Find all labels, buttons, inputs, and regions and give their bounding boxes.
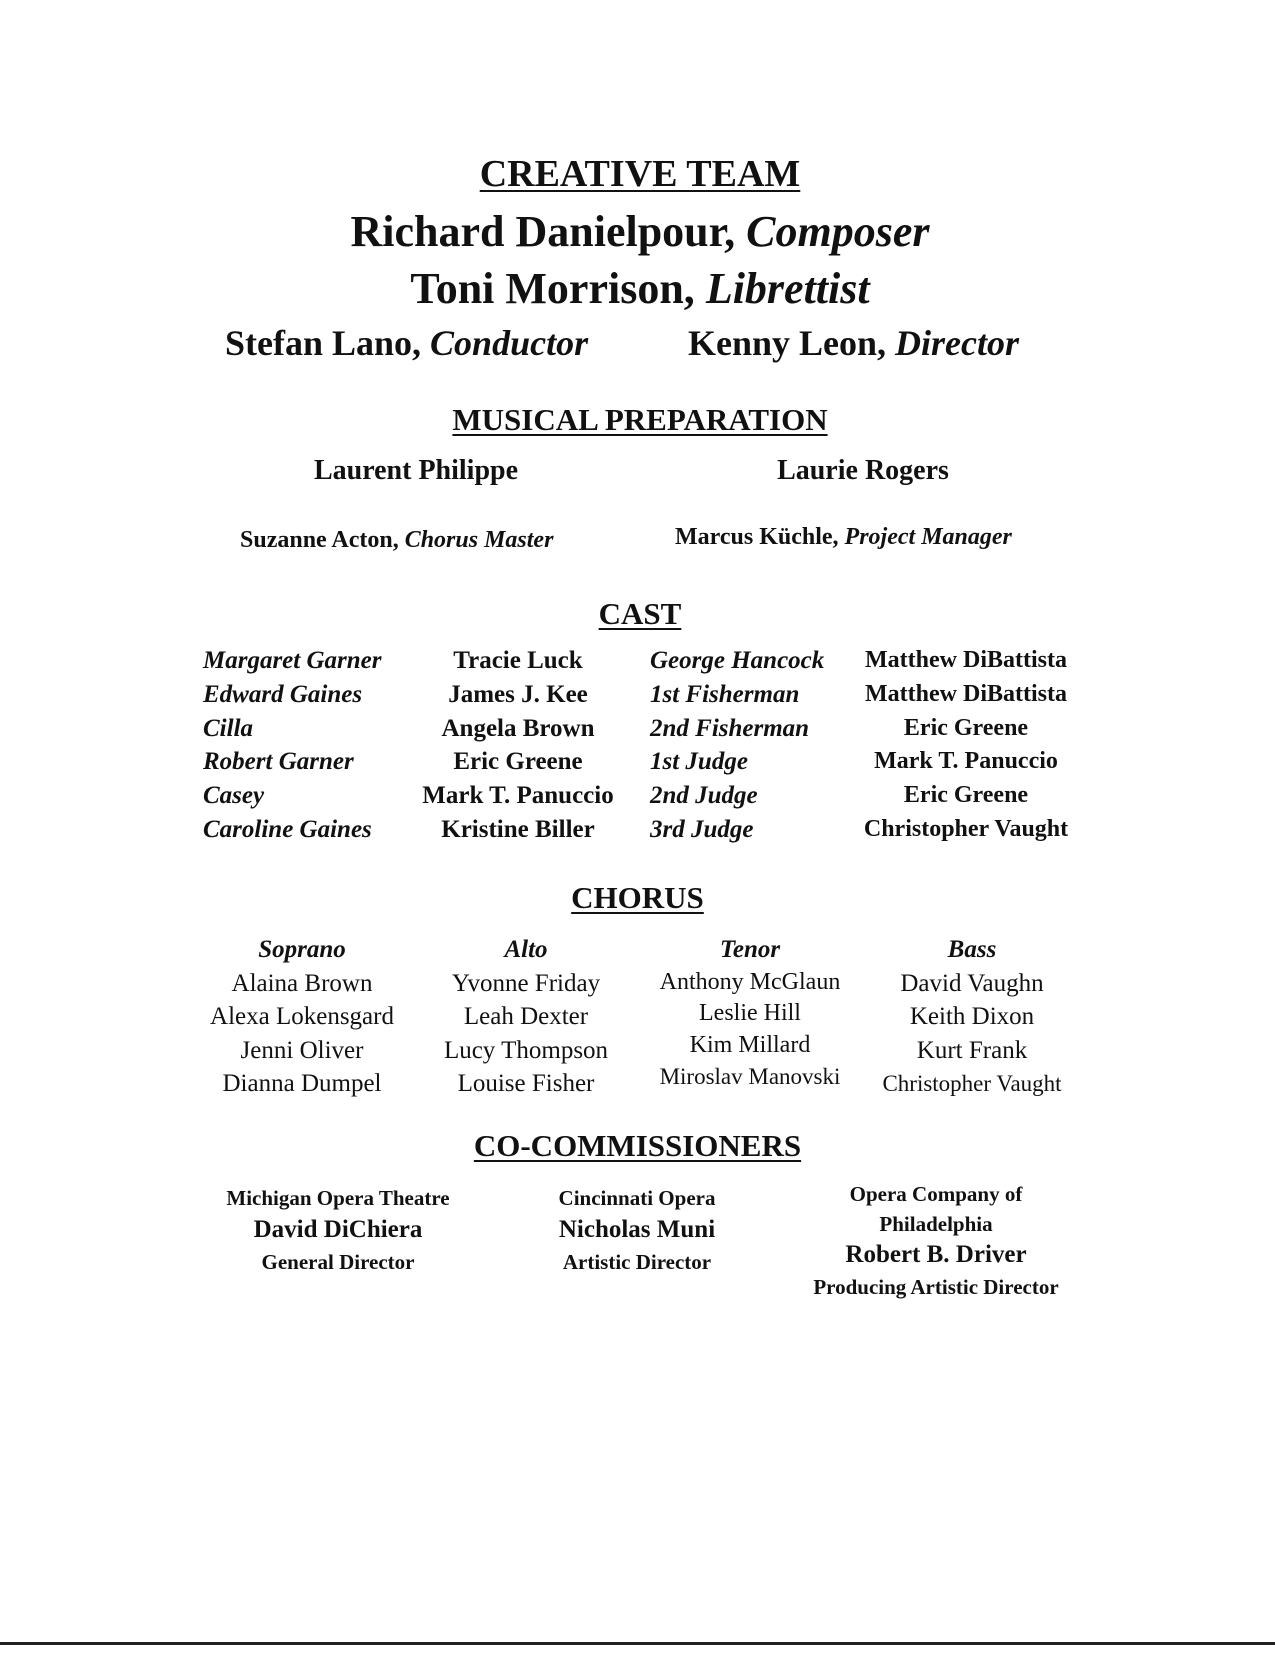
commissioner-title: Artistic Director xyxy=(562,1250,712,1274)
librettist-role: Librettist xyxy=(705,264,870,313)
cast-heading: CAST xyxy=(598,596,682,631)
co-commissioners-heading: CO-COMMISSIONERS xyxy=(473,1128,802,1163)
chorus-master-name: Suzanne Acton, xyxy=(240,527,399,553)
chorus-bass xyxy=(862,933,1082,1101)
chorus-member: Alexa Lokensgard xyxy=(210,1003,394,1030)
chorus-member: Yvonne Friday xyxy=(451,969,601,997)
project-manager-name: Marcus Küchle, xyxy=(675,524,839,550)
commissioner-org: Opera Company of xyxy=(849,1182,1023,1206)
chorus-master-role: Chorus Master xyxy=(404,527,554,553)
chorus-member: Louise Fisher xyxy=(457,1070,595,1097)
chorus-master-line xyxy=(240,527,553,554)
chorus-soprano xyxy=(192,933,412,1101)
commissioner-org: Philadelphia xyxy=(879,1212,993,1236)
project-manager-line xyxy=(675,524,1012,551)
chorus-member: Leslie Hill xyxy=(699,1000,801,1026)
chorus-heading: CHORUS xyxy=(571,880,704,915)
cast-singer: Tracie Luck xyxy=(453,647,583,674)
prep-name-1: Laurent Philippe xyxy=(313,455,519,486)
prep-name-2: Laurie Rogers xyxy=(777,455,949,486)
director-name: Kenny Leon, xyxy=(688,323,887,363)
chorus-member: Keith Dixon xyxy=(909,1003,1035,1030)
cast-role: Cilla xyxy=(203,714,254,742)
cast-singer: Matthew DiBattista xyxy=(865,680,1067,707)
voice-part-heading: Alto xyxy=(504,936,548,963)
cast-role: 1st Judge xyxy=(650,748,748,776)
cast-role: Robert Garner xyxy=(203,748,354,776)
composer-line xyxy=(0,206,1275,257)
cast-role: George Hancock xyxy=(650,647,825,674)
voice-part-heading: Bass xyxy=(947,936,997,963)
cast-roles-left xyxy=(203,644,382,847)
cast-singer: Eric Greene xyxy=(903,714,1029,741)
chorus-member: Dianna Dumpel xyxy=(222,1070,382,1097)
cast-role: 3rd Judge xyxy=(650,815,754,843)
chorus-member: Kim Millard xyxy=(689,1031,811,1058)
cast-singer: Christopher Vaught xyxy=(863,815,1069,842)
cast-singer: Mark T. Panuccio xyxy=(422,782,614,810)
conductor-line xyxy=(225,322,588,364)
conductor-name: Stefan Lano, xyxy=(225,323,422,363)
commissioner-org: Michigan Opera Theatre xyxy=(226,1186,450,1210)
chorus-alto xyxy=(416,933,636,1101)
director-role: Director xyxy=(895,323,1020,363)
chorus-member: Miroslav Manovski xyxy=(659,1064,841,1089)
commissioner-philadelphia xyxy=(786,1179,1086,1303)
cast-role: 1st Fisherman xyxy=(650,680,800,708)
chorus-member: Christopher Vaught xyxy=(882,1071,1062,1096)
chorus-member: David Vaughn xyxy=(900,969,1044,997)
chorus-member: Jenni Oliver xyxy=(240,1036,364,1064)
chorus-member: Anthony McGlaun xyxy=(659,968,841,995)
librettist-name: Toni Morrison, xyxy=(410,264,695,313)
cast-singers-right xyxy=(846,644,1086,847)
commissioner-person: David DiChiera xyxy=(253,1216,423,1243)
cast-role: 2nd Fisherman xyxy=(650,714,810,742)
commissioner-title: Producing Artistic Director xyxy=(813,1275,1059,1299)
conductor-role: Conductor xyxy=(430,323,589,363)
cast-role: 2nd Judge xyxy=(650,782,758,810)
director-line xyxy=(688,322,1019,364)
chorus-member: Alaina Brown xyxy=(231,969,373,997)
cast-role: Edward Gaines xyxy=(203,680,363,708)
commissioner-org: Cincinnati Opera xyxy=(558,1186,716,1210)
voice-part-heading: Soprano xyxy=(258,936,346,963)
voice-part-heading: Tenor xyxy=(719,936,781,963)
bottom-rule xyxy=(0,1642,1275,1645)
cast-singer: James J. Kee xyxy=(448,680,588,708)
chorus-member: Lucy Thompson xyxy=(443,1036,609,1064)
commissioner-michigan xyxy=(188,1182,488,1278)
cast-role: Casey xyxy=(203,782,265,810)
commissioner-title: General Director xyxy=(261,1250,415,1274)
cast-singer: Kristine Biller xyxy=(441,815,595,843)
chorus-member: Kurt Frank xyxy=(916,1036,1028,1064)
creative-team-heading: CREATIVE TEAM xyxy=(479,153,801,195)
commissioner-cincinnati xyxy=(487,1182,787,1278)
cast-roles-right xyxy=(650,644,824,847)
chorus-tenor xyxy=(640,933,860,1093)
project-manager-role: Project Manager xyxy=(844,524,1012,550)
cast-role: Margaret Garner xyxy=(203,647,382,674)
cast-role: Caroline Gaines xyxy=(203,815,372,843)
musical-preparation-heading: MUSICAL PREPARATION xyxy=(452,402,828,437)
cast-singer: Eric Greene xyxy=(903,782,1029,809)
librettist-line xyxy=(0,263,1275,314)
cast-singers-left xyxy=(408,644,628,847)
commissioner-person: Nicholas Muni xyxy=(558,1216,716,1243)
cast-singer: Mark T. Panuccio xyxy=(874,748,1058,775)
cast-singer: Matthew DiBattista xyxy=(865,647,1067,673)
composer-name: Richard Danielpour, xyxy=(350,207,736,256)
chorus-member: Leah Dexter xyxy=(463,1003,589,1030)
cast-singer: Eric Greene xyxy=(453,748,583,776)
composer-role: Composer xyxy=(746,207,930,256)
cast-singer: Angela Brown xyxy=(441,714,595,742)
commissioner-person: Robert B. Driver xyxy=(845,1241,1027,1268)
